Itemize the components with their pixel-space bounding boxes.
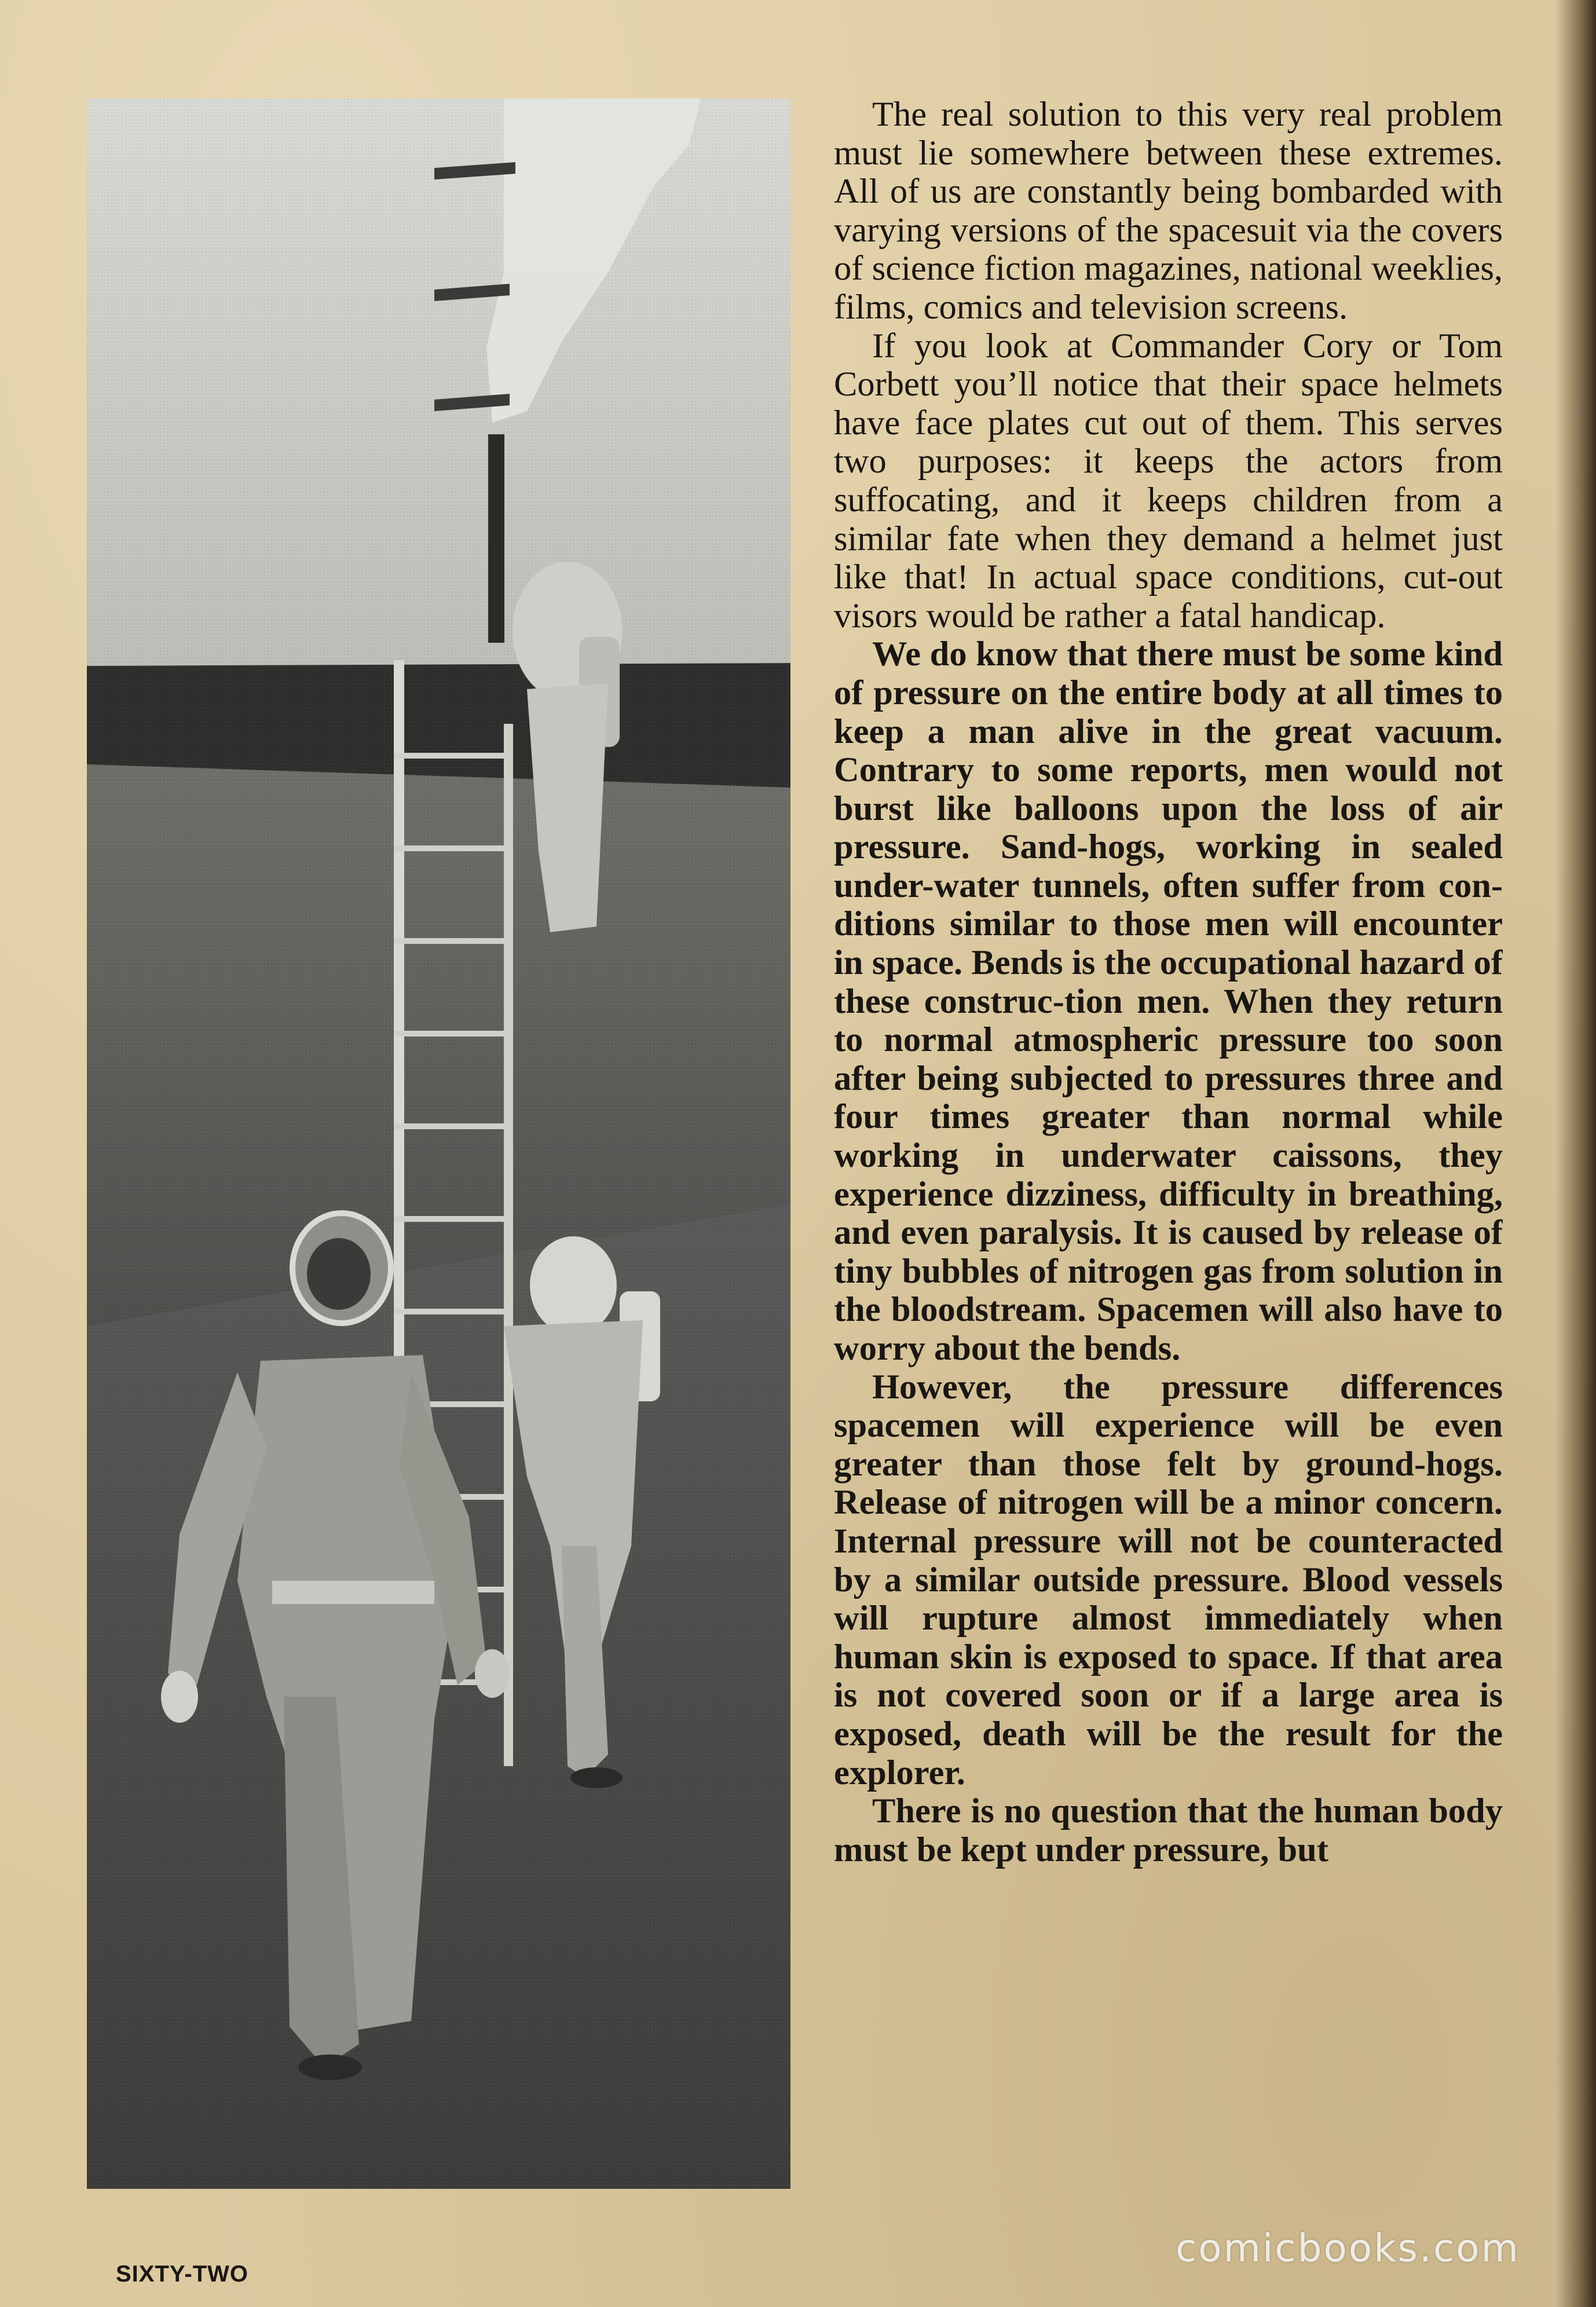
spacesuit-photograph [87,98,790,2189]
paragraph-5: There is no question that the human body must be kept under pressure, but [834,1792,1503,1869]
photo-illustration [87,98,790,2189]
paragraph-3: We do know that there must be some kind of pressure on the entire body at all times to keep a man alive in the great vacuum. Contrary to some reports, men would not burst like balloons upon the loss of air pressure. Sand-hogs, working in sealed under-water tunnels, often suffer from con-ditions similar to those men will encounter in space. Bends is the occupational hazard of these construc-tion men. When they return to normal atmospheric pressure too soon after being subjected to pressures three and four times greater than normal while working in underwater caissons, they experience dizziness, difficulty in breathing, and even paralysis. It is caused by release of tiny bubbles of nitrogen gas from solution in the bloodstream. Spacemen will also have to worry about the bends. [834,635,1503,1368]
page-edge-shadow [1555,0,1596,2307]
paragraph-4: However, the pressure differences spacemen will experience will be even greater than those felt by ground-hogs. Release of nitrogen will be a minor concern. Internal pressure will not be counteracted by a similar outside pressure. Blood vessels will rupture almost immediately when human skin is exposed to space. If that area is not covered soon or if a large area is exposed, death will be the result for the explorer. [834,1367,1503,1792]
watermark-text: comicbooks.com [1176,2226,1520,2271]
article-text [834,96,1503,2203]
paragraph-1: The real solution to this very real problem must lie somewhere between these extremes. All of us are constantly being bombarded with varying versions of the spacesuit via the covers of science fiction magazines, national weeklies, films, comics and television screens. [834,96,1503,327]
page-number: SIXTY-TWO [116,2261,248,2287]
paragraph-2: If you look at Commander Cory or Tom Corbett you’ll notice that their space helmets have face plates cut out of them. This serves two purposes: it keeps the actors from suffocating, and it keeps children from a similar fate when they demand a helmet just like that! In actual space conditions, cut-out visors would be rather a fatal handicap. [834,326,1503,635]
